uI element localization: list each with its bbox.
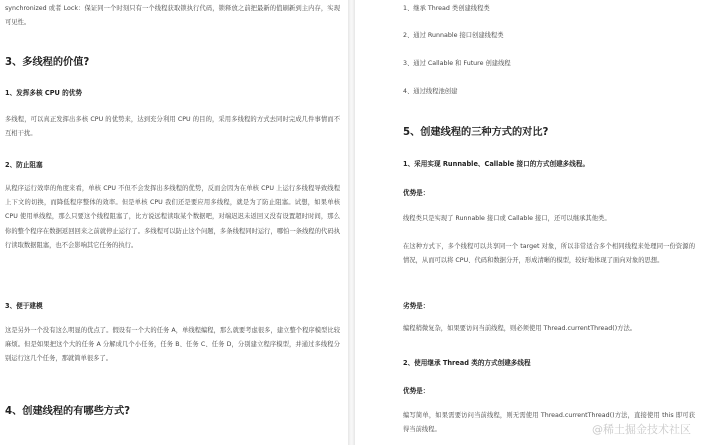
page-gutter	[348, 0, 355, 445]
subsection-blocking-heading: 2、防止阻塞	[5, 161, 43, 169]
thread-subclass-heading: 2、使用继承 Thread 类的方式创建多线程	[403, 359, 531, 367]
section-3-heading: 3、多线程的价值?	[5, 57, 90, 68]
subsection-modeling-heading: 3、便于建模	[5, 302, 43, 310]
section-5-heading: 5、创建线程的三种方式的对比?	[403, 127, 549, 138]
subsection-blocking-body: 从程序运行效率的角度来看，单核 CPU 不但不会发挥出多线程的优势，反而会因为在单核 CPU 上运行多线程导致线程上下文的切换，而降低程序整体的效率。但是单核 CPU 我们还是要应用多线程，就是为了防止阻塞。试想，如果单核 CPU 使用单线程，那么只要这个线程阻塞了，比方说远程读取某个数据吧，对端迟迟未返回又没有设置超时时间，那么你的整个程序在数据返回回来之前就停止运行了。多线程可以防止这个问题，多条线程同时运行，哪怕一条线程的代码执行读取数据阻塞，也不会影响其它任务的执行。	[5, 185, 340, 249]
disadvantages-label: 劣势是：	[403, 302, 430, 310]
subsection-modeling-body: 这是另外一个没有这么明显的优点了。假设有一个大的任务 A，单线程编程，那么就要考虑很多，建立整个程序模型比较麻烦。但是如果把这个大的任务 A 分解成几个小任务，任务 B、任务 C、任务 D，分别建立程序模型，并通过多线程分别运行这几个任务，那就简单很多了。	[5, 327, 340, 363]
runnable-callable-heading: 1、采用实现 Runnable、Callable 接口的方式创建多线程。	[403, 160, 590, 168]
thread-advantages-label: 优势是：	[403, 387, 430, 395]
intro-paragraph: synchronized 或者 Lock：保证同一个时刻只有一个线程获取锁执行代码，锁释放之前把最新的值刷新到主内存，实现可见性。	[5, 5, 340, 27]
section-4-heading: 4、创建线程的有哪些方式?	[5, 406, 131, 417]
right-page	[355, 0, 703, 445]
advantages-label: 优势是：	[403, 189, 430, 197]
subsection-multicore-body: 多线程，可以真正发挥出多核 CPU 的优势来，达到充分利用 CPU 的目的，采用多线程的方式去同时完成几件事情而不互相干扰。	[5, 116, 340, 138]
watermark-text: @稀土掘金技术社区	[592, 423, 691, 436]
runnable-disadvantage: 编程稍微复杂，如果要访问当前线程，则必须使用 Thread.currentThread()方法。	[403, 325, 637, 332]
method-item-1: 1、继承 Thread 类创建线程类	[403, 5, 490, 12]
method-item-3: 3、通过 Callable 和 Future 创建线程	[403, 60, 511, 67]
runnable-advantage-2: 在这种方式下，多个线程可以共享同一个 target 对象，所以非常适合多个相同线程来处理同一份资源的情况，从而可以将 CPU、代码和数据分开，形成清晰的模型，较好地体现了面向对象的思想。	[403, 243, 695, 265]
thread-advantage: 编写简单，如果需要访问当前线程，则无需使用 Thread.currentThread()方法，直接使用 this 即可获得当前线程。	[403, 412, 695, 434]
method-item-2: 2、通过 Runnable 接口创建线程类	[403, 32, 504, 39]
subsection-multicore-heading: 1、发挥多核 CPU 的优势	[5, 89, 82, 97]
runnable-advantage-1: 线程类只是实现了 Runnable 接口或 Callable 接口，还可以继承其他类。	[403, 215, 611, 222]
method-item-4: 4、通过线程池创建	[403, 88, 458, 95]
left-page	[0, 0, 348, 445]
